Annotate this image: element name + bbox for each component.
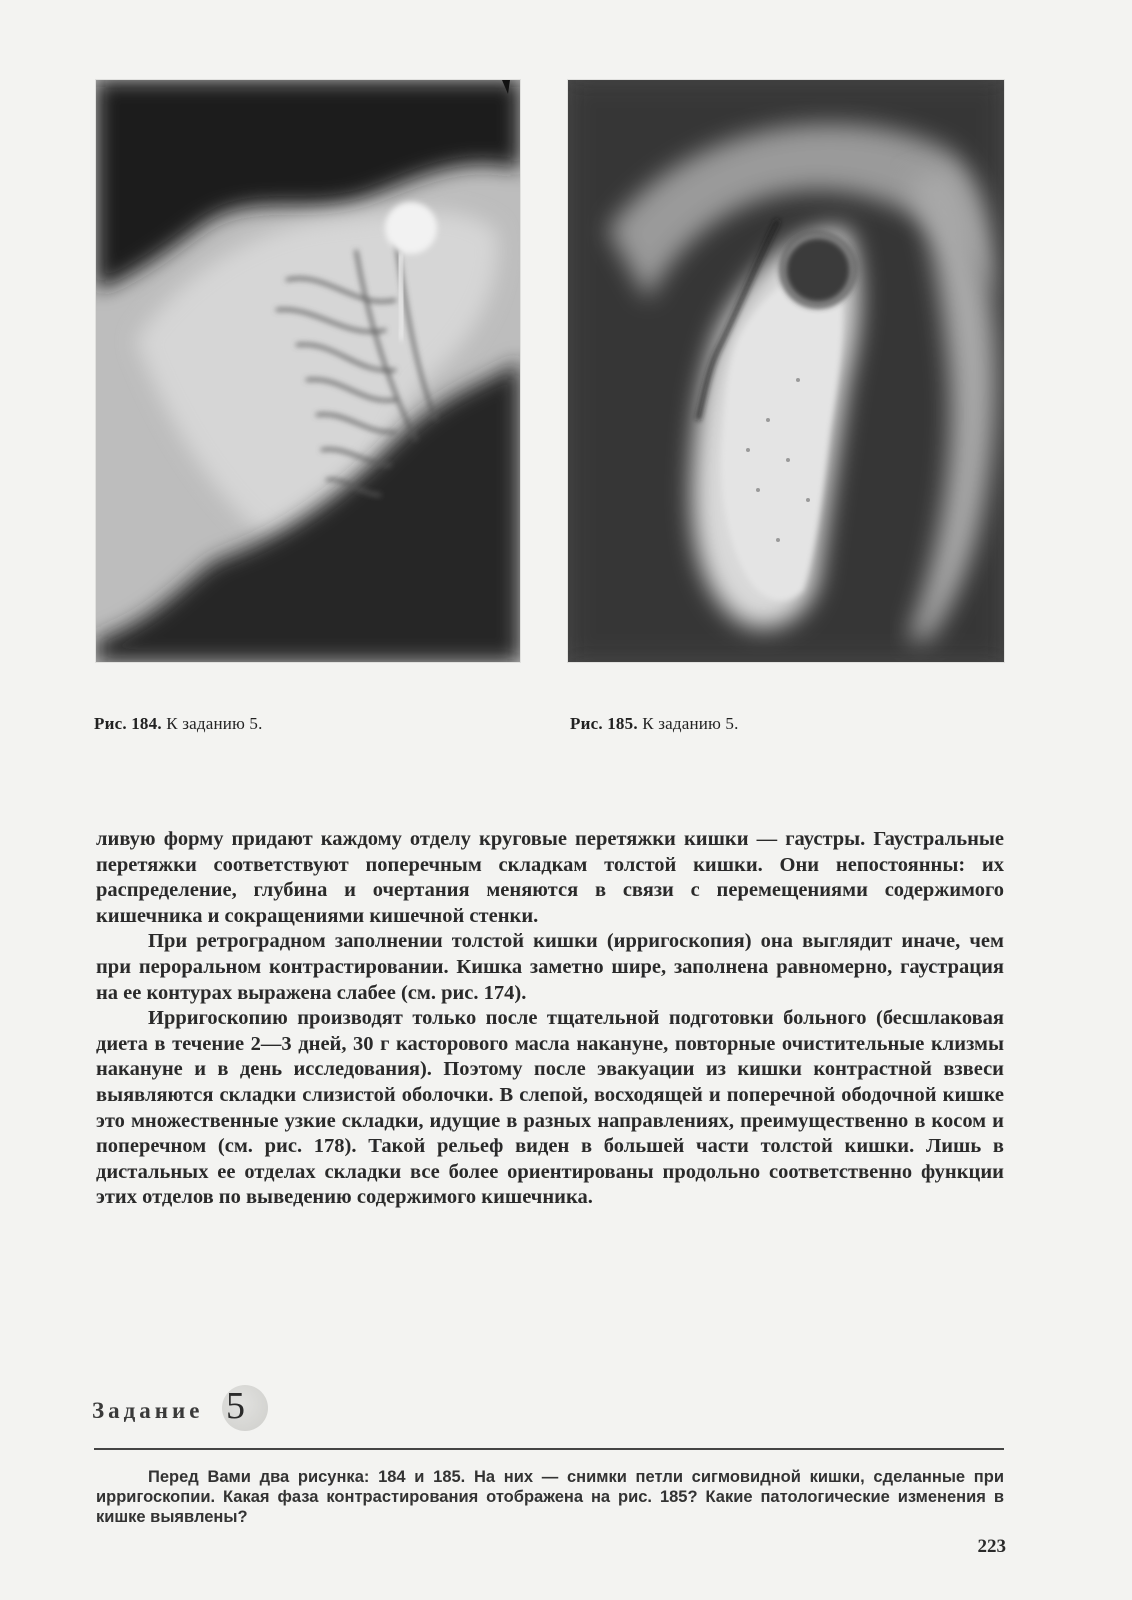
body-paragraph-3: Ирригоскопию производят только после тщательной подготовки больного (бесшлаковая диета в течение 2—3 дней, 30 г касторового масла накануне, повторные очистительные клизмы накануне и в день исследования). Поэтому после эвакуации из кишки контрастной взвеси выявляются складки слизистой оболочки. В слепой, восходящей и поперечной ободочной кишке это множественные узкие складки, идущие в разных направлениях, преимущественно в косом и поперечном (см. рис. 178). Такой рельеф виден в большей части толстой кишки. Лишь в дистальных ее отделах складки все более ориентированы продольно соответственно функции этих отделов по выведению содержимого кишечника. [96, 1007, 1004, 1209]
figure-184-caption-text: К заданию 5. [166, 714, 263, 733]
radiograph-185-icon [568, 80, 1004, 662]
task-question: Перед Вами два рисунка: 184 и 185. На них — снимки петли сигмовидной кишки, сделанные при ирригоскопии. Какая фаза контрастирования отображена на рис. 185? Какие патологические изменения в кишке выявлены? [96, 1468, 1004, 1526]
body-text [96, 827, 1004, 1211]
figure-185-image [568, 80, 1004, 662]
body-paragraph-1: ливую форму придают каждому отделу круговые перетяжки кишки — гаустры. Гаустральные перетяжки соответствуют поперечным складкам толстой кишки. Они непостоянны: их распределение, глубина и очертания меняются в связи с перемещениями содержимого кишечника и сокращениями кишечной стенки. [96, 828, 1004, 927]
figure-184-image [96, 80, 520, 662]
figure-185-caption-text: К заданию 5. [642, 714, 739, 733]
figure-185-label: Рис. 185. [570, 714, 638, 733]
figure-184-label: Рис. 184. [94, 714, 162, 733]
task-heading: Задание [92, 1398, 204, 1423]
page-number: 223 [977, 1536, 1006, 1557]
figure-184-caption [94, 714, 263, 734]
task-text [96, 1467, 1004, 1527]
task-number: 5 [222, 1385, 268, 1431]
task-divider [94, 1448, 1004, 1450]
body-paragraph-2: При ретроградном заполнении толстой кишки (ирригоскопия) она выглядит иначе, чем при пероральном контрастировании. Кишка заметно шире, заполнена равномерно, гаустрация на ее контурах выражена слабее (см. рис. 174). [96, 930, 1004, 1004]
radiograph-184-icon [96, 80, 520, 662]
figure-185-caption [570, 714, 739, 734]
